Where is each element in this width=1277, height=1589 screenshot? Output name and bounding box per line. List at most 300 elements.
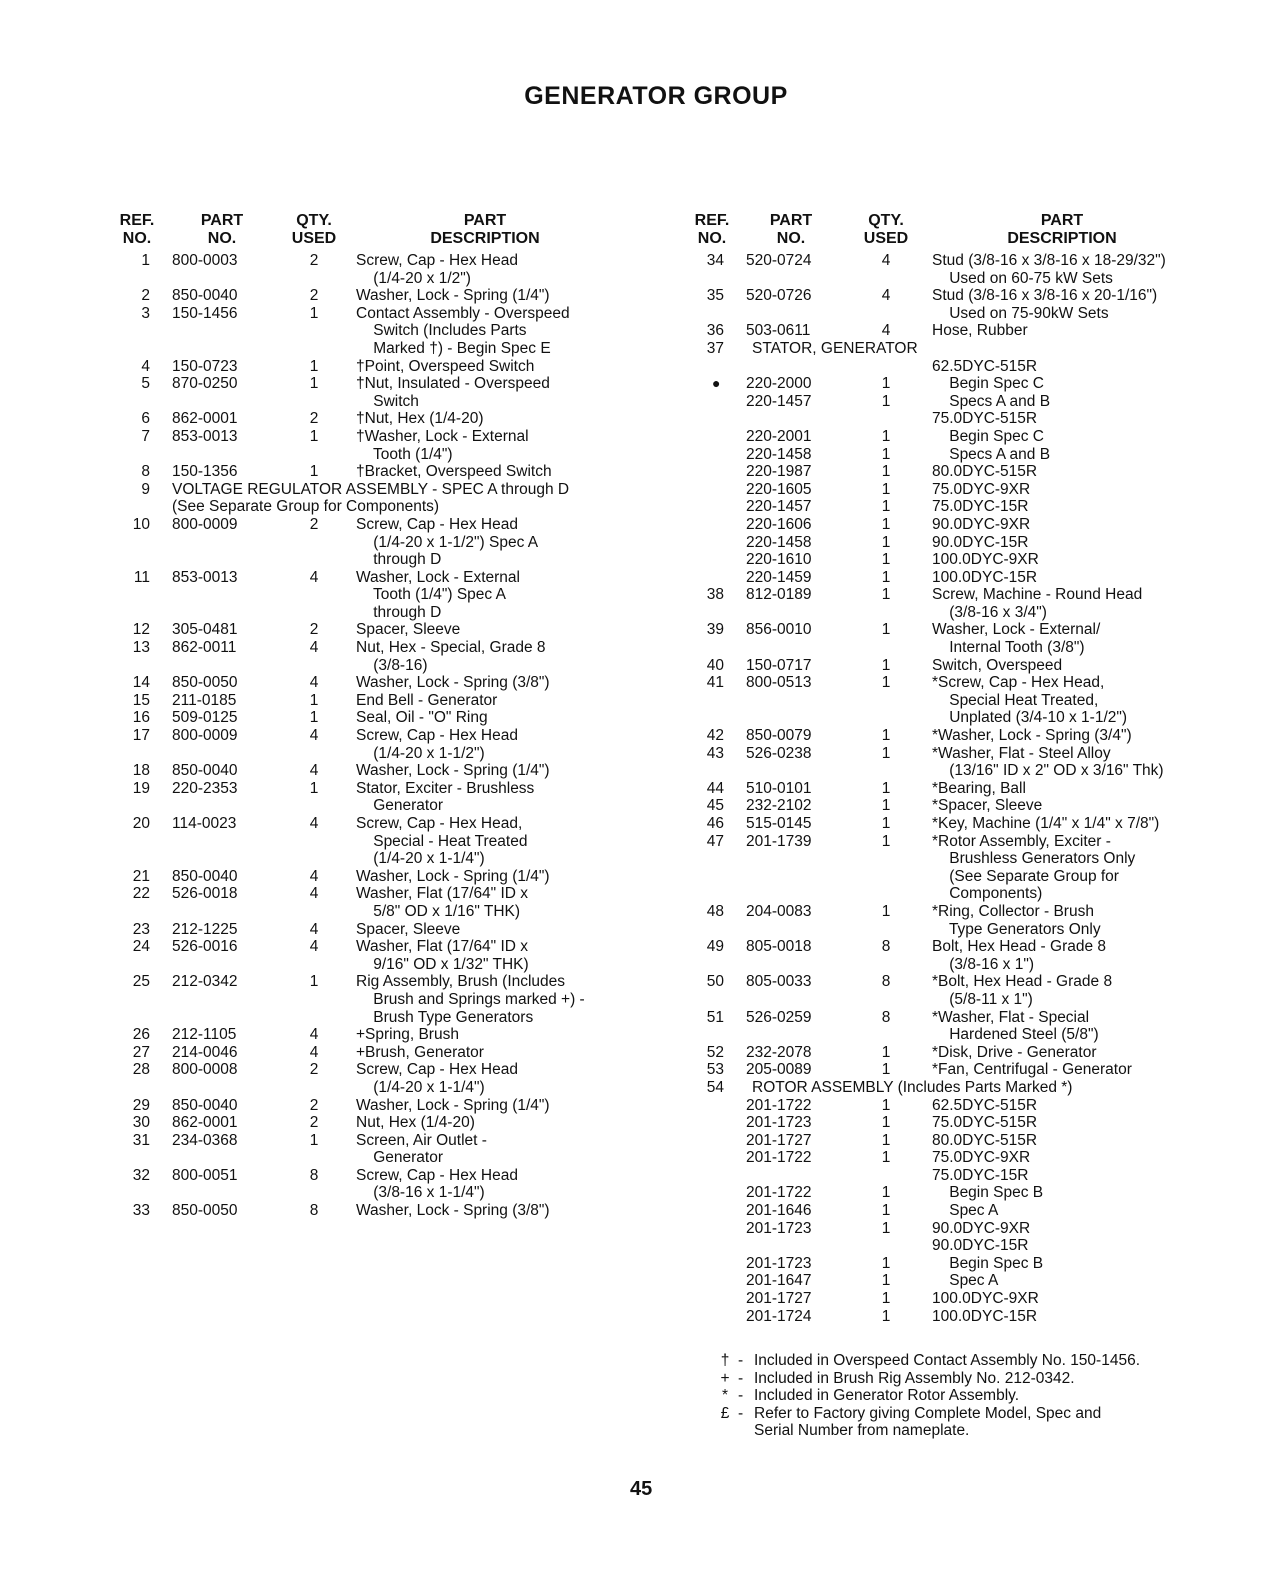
table-row	[110, 1026, 670, 1044]
table-row	[110, 375, 670, 410]
ref-no: 28	[132, 1061, 150, 1079]
table-row	[110, 1097, 670, 1115]
ref-no: 35	[706, 287, 724, 305]
qty-used: 8	[881, 938, 891, 956]
part-description: Screw, Cap - Hex Head (1/4-20 x 1/2")	[356, 252, 518, 287]
footnote-dash: -	[738, 1387, 744, 1405]
part-no: 800-0009	[172, 515, 238, 533]
ref-no: 32	[132, 1166, 150, 1184]
part-description: 90.0DYC-9XR	[932, 515, 1031, 533]
ref-no: 36	[706, 322, 724, 340]
part-no: 220-1458	[746, 533, 812, 551]
table-row	[110, 481, 670, 516]
table-row	[690, 1220, 1250, 1255]
table-row	[110, 287, 670, 305]
qty-used: 4	[309, 762, 319, 780]
part-no: 862-0011	[172, 639, 237, 657]
table-row	[110, 938, 670, 973]
ref-no: 51	[706, 1008, 724, 1026]
part-description: Spec A	[932, 1202, 999, 1220]
part-description: *Washer, Flat - Special Hardened Steel (5/8")	[932, 1008, 1099, 1044]
part-description: *Key, Machine (1/4" x 1/4" x 7/8")	[932, 815, 1160, 832]
part-description: Seal, Oil - "O" Ring	[356, 709, 488, 727]
ref-no: 8	[141, 463, 150, 481]
part-no: 211-0185	[172, 691, 237, 709]
qty-used: 4	[881, 287, 891, 305]
qty-used: 1	[881, 1290, 891, 1308]
ref-no: 43	[706, 744, 724, 762]
part-no: 150-0723	[172, 357, 238, 375]
part-no: 526-0018	[172, 885, 238, 903]
table-row	[690, 586, 1250, 621]
part-description: Stator, Exciter - Brushless Generator	[356, 779, 535, 815]
footnote-dash: -	[738, 1369, 744, 1387]
part-description: Washer, Lock - External Tooth (1/4") Spec A through D	[356, 568, 520, 621]
group-heading: STATOR, GENERATOR	[752, 339, 918, 357]
table-row	[690, 1132, 1250, 1150]
table-row	[110, 868, 670, 886]
ref-no: 21	[132, 867, 150, 885]
qty-used: 4	[309, 727, 319, 745]
part-no: 201-1722	[746, 1096, 812, 1114]
footnote-symbol: +	[720, 1369, 730, 1387]
ref-no: 47	[706, 832, 724, 850]
part-no: 850-0040	[172, 1096, 238, 1114]
part-no: 805-0018	[746, 938, 812, 956]
qty-used: 4	[309, 568, 319, 586]
part-no: 800-0003	[172, 252, 238, 269]
table-row	[110, 1044, 670, 1062]
table-row	[690, 1202, 1250, 1220]
footnote-text: Included in Brush Rig Assembly No. 212-0342.	[754, 1369, 1075, 1387]
part-description: Screw, Cap - Hex Head (1/4-20 x 1-1/2")	[356, 727, 518, 762]
part-description: *Ring, Collector - Brush Type Generators Only	[932, 902, 1101, 938]
part-description: 62.5DYC-515R	[932, 357, 1038, 375]
part-no: 220-2000	[746, 375, 812, 393]
part-no: 220-1457	[746, 392, 812, 410]
qty-used: 2	[309, 515, 319, 533]
qty-used: 4	[881, 322, 891, 340]
part-description: +Brush, Generator	[356, 1043, 484, 1061]
part-no: 201-1722	[746, 1149, 812, 1167]
part-no: 201-1723	[746, 1254, 812, 1272]
table-row	[110, 428, 670, 463]
qty-used: 1	[309, 375, 319, 393]
ref-no: 37	[706, 339, 724, 357]
qty-used: 2	[309, 1096, 319, 1114]
part-no: 220-1987	[746, 463, 812, 481]
ref-no: 15	[132, 691, 150, 709]
qty-used: 1	[881, 621, 891, 639]
part-no: 220-1458	[746, 445, 812, 463]
part-description: Screw, Cap - Hex Head, Special - Heat Treated (1/4-20 x 1-1/4")	[356, 815, 528, 868]
part-no: 201-1722	[746, 1184, 812, 1202]
part-no: 526-0259	[746, 1008, 812, 1026]
part-description: Begin Spec C	[932, 375, 1045, 393]
part-description: Spacer, Sleeve	[356, 621, 461, 639]
part-description: 75.0DYC-9XR	[932, 480, 1031, 498]
part-no: 214-0046	[172, 1043, 238, 1061]
table-row	[690, 833, 1250, 903]
table-row	[690, 428, 1250, 446]
part-no: 220-2353	[172, 779, 238, 797]
qty-used: 1	[881, 533, 891, 551]
ref-no: 9	[141, 480, 150, 498]
table-row	[690, 375, 1250, 393]
part-description: Washer, Lock - Spring (3/8")	[356, 1202, 550, 1220]
part-no: 201-1647	[746, 1272, 812, 1290]
part-description: Specs A and B	[932, 445, 1051, 463]
part-no: 800-0051	[172, 1166, 238, 1184]
footnote-symbol: £	[720, 1404, 730, 1422]
ref-no: 49	[706, 938, 724, 956]
part-description: 100.0DYC-9XR	[932, 1290, 1039, 1308]
ref-no: 16	[132, 709, 150, 727]
table-row	[690, 410, 1250, 428]
qty-used: 1	[881, 568, 891, 586]
ref-no: 14	[132, 674, 150, 692]
part-description: Begin Spec B	[932, 1184, 1044, 1202]
qty-used: 1	[881, 1149, 891, 1167]
part-no: 220-2001	[746, 427, 812, 445]
qty-used: 1	[309, 463, 319, 481]
table-row	[690, 1255, 1250, 1273]
table-row	[110, 692, 670, 710]
header-ref: REF. NO.	[119, 212, 155, 247]
part-description: Washer, Lock - Spring (1/4")	[356, 867, 550, 885]
table-row	[690, 322, 1250, 340]
part-no: 503-0611	[746, 322, 811, 340]
ref-no: 29	[132, 1096, 150, 1114]
part-description: Washer, Lock - Spring (1/4")	[356, 287, 550, 305]
qty-used: 1	[309, 779, 319, 797]
part-no: 201-1727	[746, 1131, 812, 1149]
table-row	[690, 252, 1250, 287]
part-description: *Rotor Assembly, Exciter - Brushless Generators Only (See Separate Group for Components)	[932, 832, 1136, 903]
table-row	[110, 305, 670, 358]
qty-used: 8	[881, 1008, 891, 1026]
parts-list	[690, 252, 1250, 1325]
ref-no: 53	[706, 1061, 724, 1079]
part-no: 509-0125	[172, 709, 238, 727]
part-no: 220-1610	[746, 551, 812, 569]
table-row	[690, 463, 1250, 481]
part-description: 80.0DYC-515R	[932, 463, 1038, 481]
table-row	[110, 780, 670, 815]
ref-no: 38	[706, 586, 724, 604]
part-no: 850-0079	[746, 727, 812, 745]
part-no: 850-0040	[172, 762, 238, 780]
ref-no: 13	[132, 639, 150, 657]
part-no: 212-1105	[172, 1026, 237, 1044]
table-row	[690, 534, 1250, 552]
table-row	[110, 410, 670, 428]
part-no: 150-1456	[172, 304, 238, 322]
part-no: 201-1739	[746, 832, 812, 850]
footnote-symbol: †	[720, 1352, 730, 1369]
part-no: 526-0238	[746, 744, 812, 762]
qty-used: 1	[309, 973, 319, 991]
part-no: 201-1724	[746, 1307, 812, 1325]
part-description: 62.5DYC-515R	[932, 1096, 1038, 1114]
part-no: 212-1225	[172, 920, 238, 938]
parts-table-left	[110, 212, 670, 1220]
table-row	[690, 621, 1250, 656]
part-no: 201-1723	[746, 1219, 812, 1237]
part-description: Washer, Flat (17/64" ID x 9/16" OD x 1/32" THK)	[356, 938, 529, 973]
qty-used: 1	[881, 375, 891, 393]
part-description: †Washer, Lock - External Tooth (1/4")	[356, 427, 529, 463]
footnotes	[718, 1352, 1140, 1440]
ref-no: 24	[132, 938, 150, 956]
qty-used: 1	[881, 1114, 891, 1132]
ref-no: 52	[706, 1043, 724, 1061]
table-row	[110, 762, 670, 780]
footnote-text: Refer to Factory giving Complete Model, Spec and Serial Number from nameplate.	[754, 1404, 1102, 1440]
qty-used: 1	[881, 656, 891, 674]
part-description: Nut, Hex (1/4-20)	[356, 1114, 475, 1132]
ref-no: 7	[141, 427, 150, 445]
part-no: 212-0342	[172, 973, 238, 991]
qty-used: 1	[881, 1096, 891, 1114]
part-no: 150-1356	[172, 463, 238, 481]
part-no: 800-0009	[172, 727, 238, 745]
part-no: 201-1723	[746, 1114, 812, 1132]
table-row	[110, 674, 670, 692]
qty-used: 1	[309, 709, 319, 727]
table-row	[110, 252, 670, 287]
footnote-dash: -	[738, 1404, 744, 1422]
part-description: 75.0DYC-515R	[932, 1114, 1038, 1132]
part-no: 201-1646	[746, 1202, 812, 1220]
table-row	[110, 1167, 670, 1202]
part-description: *Washer, Flat - Steel Alloy (13/16" ID x 2" OD x 3/16" Thk)	[932, 744, 1164, 780]
part-description: *Screw, Cap - Hex Head, Special Heat Treated, Unplated (3/4-10 x 1-1/2")	[932, 674, 1128, 727]
part-description: Begin Spec B	[932, 1254, 1044, 1272]
table-row	[690, 973, 1250, 1008]
table-row	[690, 1114, 1250, 1132]
table-header	[690, 212, 1250, 252]
qty-used: 1	[881, 1219, 891, 1237]
header-qty: QTY. USED	[863, 212, 909, 247]
part-description: †Nut, Hex (1/4-20)	[356, 410, 484, 428]
table-row	[690, 1290, 1250, 1308]
qty-used: 1	[881, 902, 891, 920]
part-description: *Bolt, Hex Head - Grade 8 (5/8-11 x 1")	[932, 973, 1113, 1008]
ref-no: 6	[141, 410, 150, 428]
part-description: *Bearing, Ball	[932, 779, 1026, 797]
table-row	[690, 498, 1250, 516]
table-row	[110, 973, 670, 1026]
part-no: 800-0008	[172, 1061, 238, 1079]
part-no: 232-2078	[746, 1043, 812, 1061]
qty-used: 1	[881, 463, 891, 481]
ref-no: 12	[132, 621, 150, 639]
ref-no: 34	[706, 252, 724, 269]
table-row	[690, 1149, 1250, 1184]
part-no: 853-0013	[172, 568, 238, 586]
ref-no: 23	[132, 920, 150, 938]
part-no: 520-0724	[746, 252, 812, 269]
qty-used: 1	[881, 427, 891, 445]
part-no: 232-2102	[746, 797, 812, 815]
part-description: 100.0DYC-15R	[932, 568, 1038, 586]
table-row	[110, 358, 670, 376]
footnote	[718, 1405, 1140, 1440]
table-row	[110, 1132, 670, 1167]
ref-no: 22	[132, 885, 150, 903]
ref-no: 44	[706, 779, 724, 797]
ref-no: 20	[132, 815, 150, 832]
table-row	[690, 657, 1250, 675]
qty-used: 1	[309, 304, 319, 322]
qty-used: 1	[309, 1131, 319, 1149]
part-description: Rig Assembly, Brush (Includes Brush and Springs marked +) - Brush Type Generators	[356, 973, 585, 1026]
part-description: 100.0DYC-9XR	[932, 551, 1039, 569]
qty-used: 1	[881, 1131, 891, 1149]
part-description: End Bell - Generator	[356, 691, 498, 709]
table-row	[110, 709, 670, 727]
qty-used: 1	[881, 744, 891, 762]
header-qty: QTY. USED	[291, 212, 337, 247]
qty-used: 4	[309, 920, 319, 938]
qty-used: 1	[881, 1043, 891, 1061]
table-row	[110, 569, 670, 622]
part-no: 220-1459	[746, 568, 812, 586]
qty-used: 1	[881, 1254, 891, 1272]
qty-used: 1	[309, 691, 319, 709]
table-row	[690, 1272, 1250, 1290]
footnote-text: Included in Generator Rotor Assembly.	[754, 1387, 1020, 1405]
part-no: 515-0145	[746, 815, 812, 832]
ref-no: 3	[141, 304, 150, 322]
qty-used: 1	[881, 674, 891, 692]
table-row	[690, 1308, 1250, 1326]
part-no: 150-0717	[746, 656, 812, 674]
part-no: 800-0513	[746, 674, 812, 692]
qty-used: 1	[881, 392, 891, 410]
ref-no: 26	[132, 1026, 150, 1044]
part-no: 305-0481	[172, 621, 238, 639]
part-description: Screw, Machine - Round Head (3/8-16 x 3/4")	[932, 586, 1143, 621]
qty-used: 1	[881, 727, 891, 745]
qty-used: 2	[309, 410, 319, 428]
part-description: *Disk, Drive - Generator	[932, 1043, 1097, 1061]
footnote-dash: -	[738, 1352, 744, 1369]
table-row	[690, 797, 1250, 815]
part-description: 90.0DYC-15R	[932, 533, 1029, 551]
table-row	[690, 340, 1250, 358]
header-part-no: PART NO.	[200, 212, 244, 247]
group-heading: ROTOR ASSEMBLY (Includes Parts Marked *)	[752, 1078, 1073, 1096]
table-row	[690, 903, 1250, 938]
table-row	[110, 921, 670, 939]
part-description: Switch, Overspeed	[932, 656, 1063, 674]
table-row	[690, 1184, 1250, 1202]
part-description: +Spring, Brush	[356, 1026, 459, 1044]
ref-no: 19	[132, 779, 150, 797]
header-description: PART DESCRIPTION	[430, 212, 540, 247]
ref-no: 42	[706, 727, 724, 745]
qty-used: 8	[881, 973, 891, 991]
ref-no: 25	[132, 973, 150, 991]
part-no: 201-1727	[746, 1290, 812, 1308]
part-description: 90.0DYC-9XR 90.0DYC-15R	[932, 1219, 1031, 1255]
qty-used: 1	[881, 515, 891, 533]
qty-used: 1	[881, 498, 891, 516]
qty-used: 4	[309, 1026, 319, 1044]
table-row	[110, 639, 670, 674]
ref-no: 33	[132, 1202, 150, 1220]
part-description: Washer, Flat (17/64" ID x 5/8" OD x 1/16" THK)	[356, 885, 529, 920]
table-row	[110, 1114, 670, 1132]
parts-table-right	[690, 212, 1250, 1325]
ref-no: 1	[141, 252, 150, 269]
table-row	[690, 516, 1250, 534]
part-description: 80.0DYC-515R	[932, 1131, 1038, 1149]
page-title: GENERATOR GROUP	[524, 82, 788, 110]
ref-no: 45	[706, 797, 724, 815]
part-description: Begin Spec C	[932, 427, 1045, 445]
qty-used: 2	[309, 1061, 319, 1079]
ref-no: 2	[141, 287, 150, 305]
part-no: 805-0033	[746, 973, 812, 991]
table-header	[110, 212, 670, 252]
part-no: 850-0050	[172, 674, 238, 692]
part-description: 75.0DYC-9XR 75.0DYC-15R	[932, 1149, 1031, 1184]
table-row	[690, 446, 1250, 464]
part-no: 850-0050	[172, 1202, 238, 1220]
part-description: Bolt, Hex Head - Grade 8 (3/8-16 x 1")	[932, 938, 1107, 973]
qty-used: 1	[881, 1272, 891, 1290]
part-no: 205-0089	[746, 1061, 812, 1079]
footnote	[718, 1370, 1140, 1388]
parts-list	[110, 252, 670, 1220]
header-ref: REF. NO.	[694, 212, 730, 247]
part-description: Screw, Cap - Hex Head (1/4-20 x 1-1/2") Spec A through D	[356, 515, 539, 569]
table-row	[690, 815, 1250, 833]
part-no: 526-0016	[172, 938, 238, 956]
table-row	[110, 621, 670, 639]
table-row	[690, 1009, 1250, 1044]
qty-used: 1	[881, 779, 891, 797]
qty-used: 1	[881, 1307, 891, 1325]
qty-used: 4	[309, 639, 319, 657]
table-row	[110, 1202, 670, 1220]
part-description: *Fan, Centrifugal - Generator	[932, 1061, 1132, 1079]
part-no: 520-0726	[746, 287, 812, 305]
part-description: Screw, Cap - Hex Head (3/8-16 x 1-1/4")	[356, 1166, 518, 1202]
part-description: Spec A	[932, 1272, 999, 1290]
part-description: *Washer, Lock - Spring (3/4")	[932, 727, 1132, 745]
qty-used: 8	[309, 1166, 319, 1184]
ref-no: 48	[706, 902, 724, 920]
footnote	[718, 1387, 1140, 1405]
table-row	[690, 674, 1250, 727]
qty-used: 1	[881, 832, 891, 850]
qty-used: 2	[309, 621, 319, 639]
page-number: 45	[630, 1478, 653, 1500]
table-row	[690, 1061, 1250, 1079]
ref-no: 11	[133, 568, 150, 586]
qty-used: 4	[309, 867, 319, 885]
part-no: 234-0368	[172, 1131, 238, 1149]
part-no: 220-1606	[746, 515, 812, 533]
qty-used: 1	[881, 815, 891, 832]
part-description: †Point, Overspeed Switch	[356, 357, 535, 375]
table-row	[110, 815, 670, 868]
ref-no: 10	[132, 515, 150, 533]
